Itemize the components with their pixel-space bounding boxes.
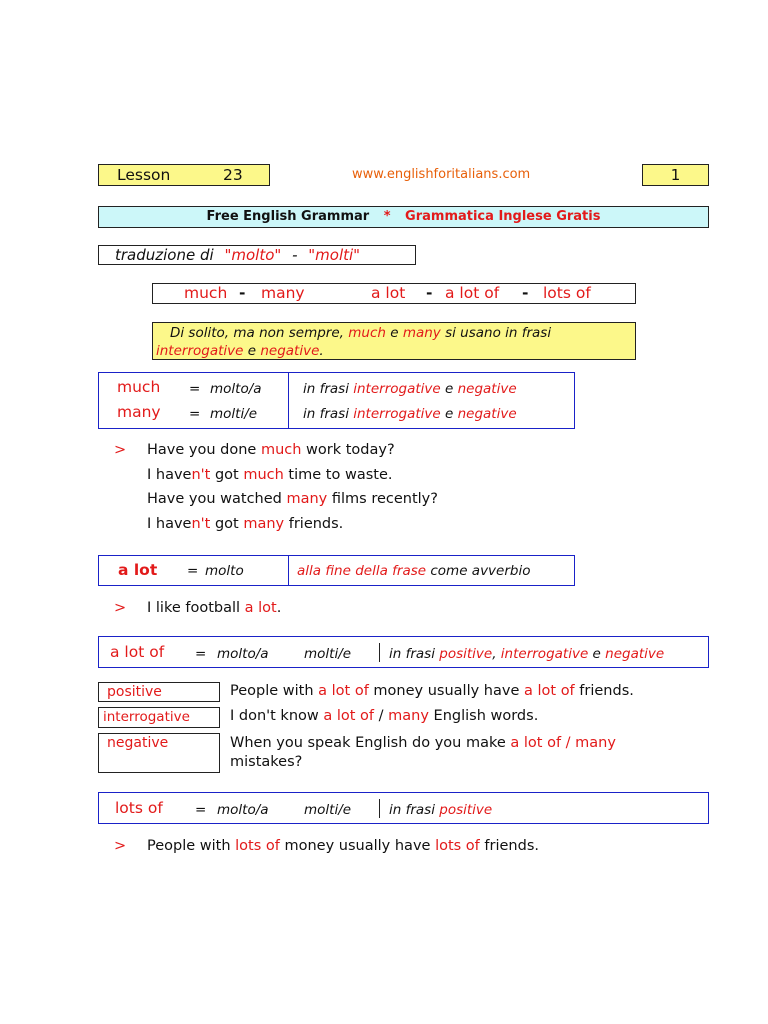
lots-of-usage: in frasi positive (389, 802, 493, 818)
row-word-many: many (117, 403, 161, 421)
a-lot-table (98, 555, 575, 586)
lesson-box (98, 164, 270, 186)
subtitle-prefix: traduzione di (115, 246, 214, 264)
row-usage: in frasi interrogative e negative (303, 406, 517, 422)
much-many-table (98, 372, 575, 429)
subtitle-dash: - (292, 246, 298, 264)
row-word-much: much (117, 378, 161, 396)
note-text-1: Di solito, ma non sempre, (170, 325, 349, 341)
word-lots-of: lots of (543, 284, 591, 302)
word-dash-2: - (426, 284, 433, 302)
word-a-lot-of: a lot of (445, 284, 500, 302)
grammar-banner (98, 206, 709, 228)
example-line: I like football a lot. (147, 600, 282, 616)
words-row-box (152, 283, 636, 304)
website-link[interactable]: www.englishforitalians.com (352, 167, 531, 182)
word-dash-1: - (239, 284, 246, 302)
a-lot-word: a lot (118, 561, 158, 579)
a-lot-of-usage: in frasi positive, interrogative e negative (389, 646, 665, 662)
example-line: People with lots of money usually have lots of friends. (147, 838, 539, 854)
example-arrow: > (114, 442, 127, 458)
row-meaning: molto/a (210, 381, 262, 397)
a-lot-of-eq: = (195, 646, 207, 662)
banner-left: Free English Grammar (206, 209, 370, 224)
subtitle-molti: "molti" (308, 246, 361, 264)
row-eq: = (189, 406, 201, 422)
note-much: much (348, 325, 386, 341)
lesson-number: 23 (223, 166, 243, 184)
word-much: much (184, 284, 228, 302)
tagged-example: I don't know a lot of / many English words. (230, 708, 539, 724)
note-negative: negative (260, 343, 320, 359)
usage-note (152, 322, 636, 360)
banner-star: * (383, 209, 391, 224)
lots-of-word: lots of (115, 799, 163, 817)
tag-interrogative: interrogative (98, 707, 220, 728)
subtitle-molto: "molto" (224, 246, 282, 264)
a-lot-meaning: molto (205, 563, 244, 579)
lesson-label: Lesson (117, 166, 171, 184)
example-arrow: > (114, 600, 127, 616)
note-dot: . (319, 343, 324, 359)
row-eq: = (189, 381, 201, 397)
a-lot-usage: alla fine della frase come avverbio (297, 563, 531, 579)
example-arrow: > (114, 838, 127, 854)
note-interrogative: interrogative (156, 343, 244, 359)
word-many: many (261, 284, 305, 302)
word-dash-3: - (522, 284, 529, 302)
tagged-example-continuation: mistakes? (230, 754, 303, 770)
example-line: Have you watched many films recently? (147, 491, 438, 507)
row-meaning: molti/e (210, 406, 258, 422)
a-lot-of-meaning-2: molti/e (304, 646, 352, 662)
a-lot-of-word: a lot of (110, 643, 165, 661)
table-divider (288, 556, 289, 585)
a-lot-eq: = (187, 563, 199, 579)
example-line: I haven't got much time to waste. (147, 467, 393, 483)
tagged-example: When you speak English do you make a lot of / many (230, 735, 616, 751)
lots-of-table (98, 792, 709, 824)
example-line: I haven't got many friends. (147, 516, 344, 532)
page-number-box (642, 164, 709, 186)
row-usage: in frasi interrogative e negative (303, 381, 517, 397)
inline-divider (379, 799, 380, 818)
note-e-1: e (385, 325, 403, 341)
banner-right: Grammatica Inglese Gratis (405, 209, 601, 224)
word-a-lot: a lot (371, 284, 406, 302)
lots-of-meaning-1: molto/a (217, 802, 269, 818)
tag-positive: positive (98, 682, 220, 702)
inline-divider (379, 643, 380, 662)
note-text-2: si usano in frasi (440, 325, 552, 341)
lots-of-meaning-2: molti/e (304, 802, 352, 818)
lots-of-eq: = (195, 802, 207, 818)
tag-negative: negative (98, 733, 220, 773)
a-lot-of-meaning-1: molto/a (217, 646, 269, 662)
example-line: Have you done much work today? (147, 442, 395, 458)
a-lot-of-table (98, 636, 709, 668)
table-divider (288, 373, 289, 428)
note-many: many (402, 325, 441, 341)
subtitle-box (98, 245, 416, 265)
note-e-2: e (243, 343, 261, 359)
tagged-example: People with a lot of money usually have a lot of friends. (230, 683, 634, 699)
page-number: 1 (670, 166, 681, 184)
